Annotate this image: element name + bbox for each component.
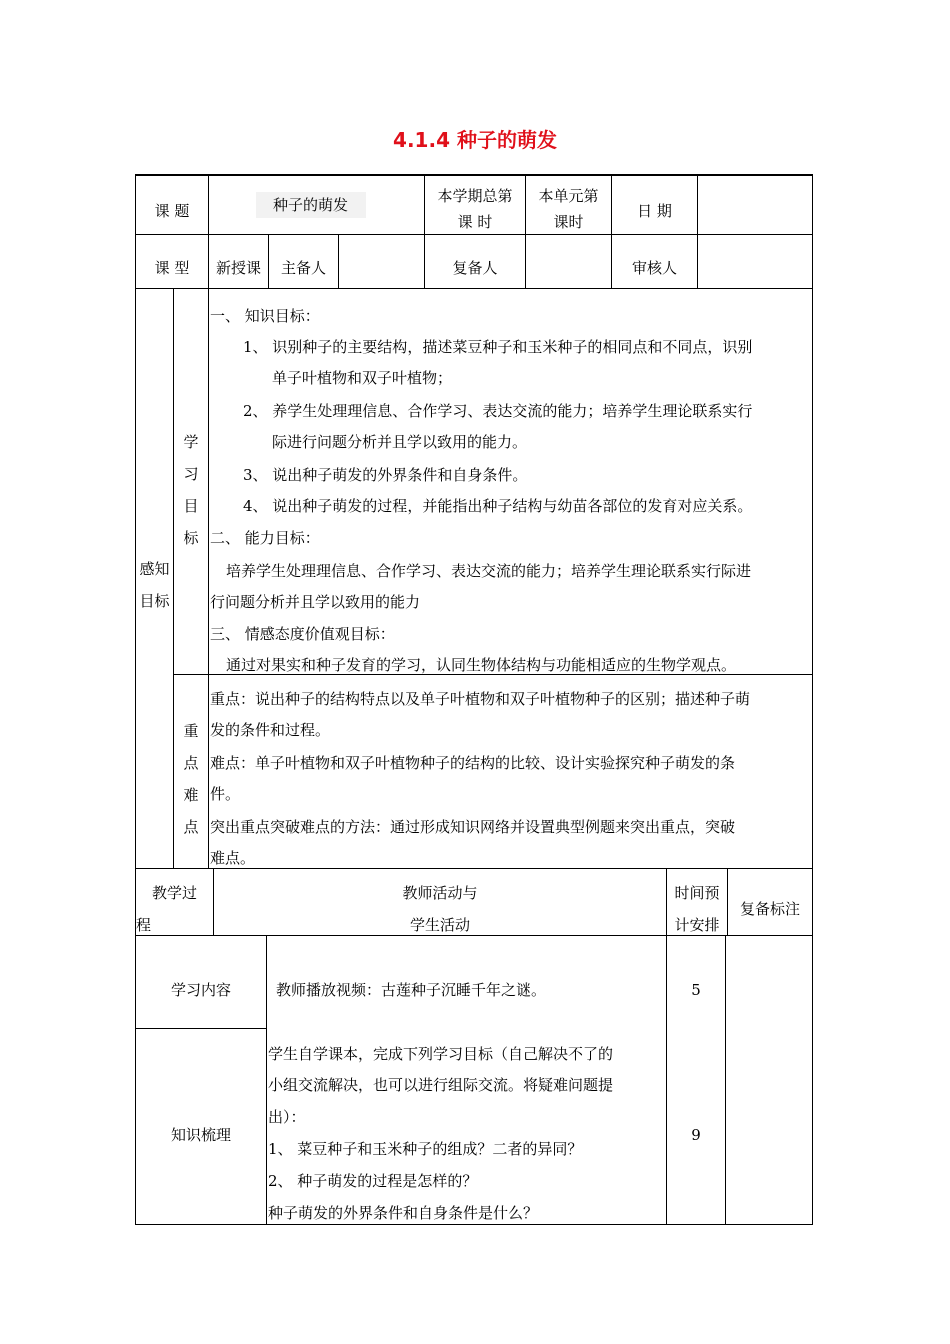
lesson-label: 课 题 bbox=[154, 202, 190, 220]
unit-label-2: 课时 bbox=[553, 213, 584, 231]
row-activity-line: 种子萌发的外界条件和自身条件是什么？ bbox=[268, 1204, 539, 1222]
perception-goal-label: 感知 目标 bbox=[139, 560, 170, 610]
key-difficulty-label: 重 点 难 点 bbox=[183, 722, 199, 836]
auditor-label: 审核人 bbox=[631, 259, 677, 277]
process-header-col2-b: 学生活动 bbox=[409, 916, 470, 934]
row-label: 学习内容 bbox=[170, 981, 231, 999]
process-header-col2-a: 教师活动与 bbox=[402, 884, 478, 902]
process-header-col3-a: 时间预 bbox=[674, 884, 720, 902]
term-total-label-1: 本学期总第 bbox=[437, 187, 513, 205]
unit-label-1: 本单元第 bbox=[538, 187, 599, 205]
process-header-col1-a: 教学过 bbox=[152, 884, 198, 902]
row-label: 知识梳理 bbox=[170, 1126, 231, 1144]
type-label: 课 型 bbox=[154, 259, 190, 277]
row-activity-line: 出）： bbox=[268, 1108, 306, 1126]
row-time: 5 bbox=[691, 981, 701, 999]
preparer-label: 主备人 bbox=[280, 259, 326, 277]
date-label: 日 期 bbox=[637, 202, 672, 220]
review-label: 复备人 bbox=[452, 259, 498, 277]
process-header-col4: 复备标注 bbox=[739, 900, 800, 918]
page-title: 4.1.4 种子的萌发 bbox=[393, 128, 557, 152]
process-header-col3-b: 计安排 bbox=[674, 916, 720, 934]
row-time: 9 bbox=[691, 1126, 701, 1144]
row-activity-line: 小组交流解决，也可以进行组际交流。将疑难问题提 bbox=[268, 1076, 614, 1094]
study-goal-label: 学 习 目 标 bbox=[183, 433, 199, 547]
lesson-value: 种子的萌发 bbox=[273, 196, 349, 214]
row-activity: 教师播放视频：古莲种子沉睡千年之谜。 bbox=[276, 981, 547, 999]
row-activity-line: 1、 菜豆种子和玉米种子的组成？二者的异同？ bbox=[268, 1140, 583, 1158]
row-activity-line: 学生自学课本，完成下列学习目标（自己解决不了的 bbox=[268, 1045, 614, 1063]
type-value: 新授课 bbox=[215, 259, 261, 277]
term-total-label-2: 课 时 bbox=[457, 213, 493, 231]
process-header-col1-b: 程 bbox=[136, 916, 152, 934]
row-activity-line: 2、 种子萌发的过程是怎样的？ bbox=[268, 1172, 478, 1190]
